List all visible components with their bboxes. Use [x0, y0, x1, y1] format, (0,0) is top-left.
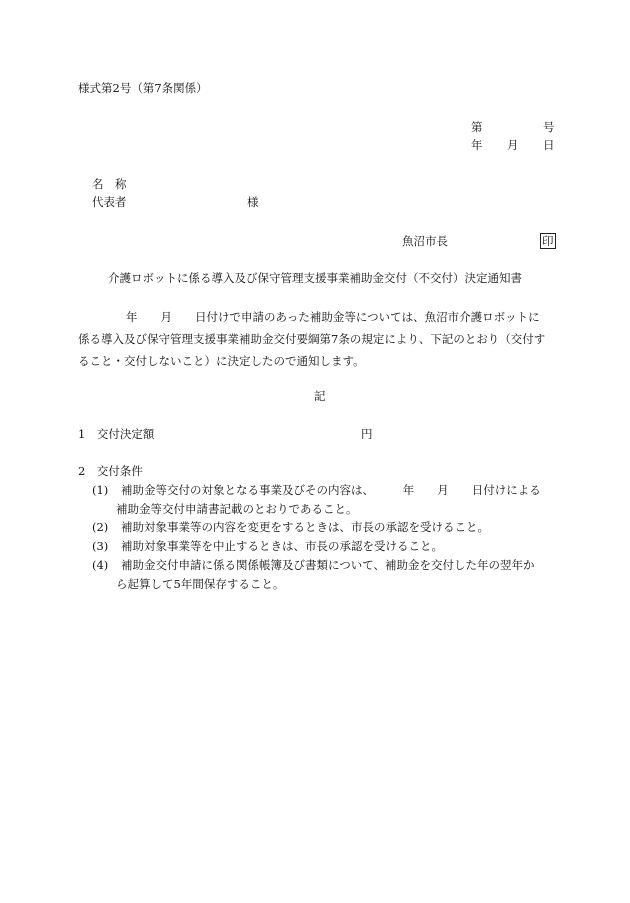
form-number: 様式第2号（第7条関係）: [78, 81, 208, 95]
doc-title: 介護ロボットに係る導入及び保守管理支援事業補助金交付（不交付）決定通知書: [108, 271, 522, 285]
seal-mark: 印: [542, 234, 554, 248]
body-line-3: ること・交付しないこと）に決定したので通知します。: [78, 354, 365, 368]
issuer-title: 魚沼市長: [402, 234, 448, 248]
condition-1-line-1: 補助金等交付の対象となる事業及びその内容は、 年 月 日付けによる: [121, 483, 541, 497]
condition-3-number: (3): [92, 539, 109, 553]
item1-label: 1 交付決定額: [78, 427, 155, 441]
date-month: 月: [507, 138, 519, 152]
item2-label: 2 交付条件: [78, 464, 143, 478]
item1-unit: 円: [361, 427, 373, 441]
body-line-2: 係る導入及び保守管理支援事業補助金交付要綱第7条の規定により、下記のとおり（交付す: [78, 332, 546, 346]
ki-heading: 記: [314, 389, 326, 403]
condition-2-line-1: 補助対象事業等の内容を変更をするときは、市長の承認を受けること。: [121, 520, 489, 534]
recipient-sama: 様: [247, 195, 259, 209]
condition-1-line-2: 補助金等交付申請書記載のとおりであること。: [116, 502, 358, 516]
condition-3-line-1: 補助対象事業等を中止するときは、市長の承認を受けること。: [121, 539, 443, 553]
date-year: 年: [471, 138, 483, 152]
condition-2-number: (2): [92, 520, 109, 534]
condition-1-number: (1): [92, 483, 109, 497]
body-line-1: 年 月 日付けで申請のあった補助金等については、魚沼市介護ロボットに: [126, 310, 540, 324]
issuer-seal: [540, 233, 556, 249]
recipient-rep-label: 代表者: [92, 195, 127, 209]
doc-number-go: 号: [543, 120, 555, 134]
condition-4-line-2: ら起算して5年間保存すること。: [116, 577, 285, 591]
doc-number-dai: 第: [471, 120, 483, 134]
condition-4-number: (4): [92, 558, 109, 572]
recipient-name-label: 名 称: [92, 177, 127, 191]
condition-4-line-1: 補助金交付申請に係る関係帳簿及び書類について、補助金を交付した年の翌年か: [121, 558, 535, 572]
date-day: 日: [543, 138, 555, 152]
